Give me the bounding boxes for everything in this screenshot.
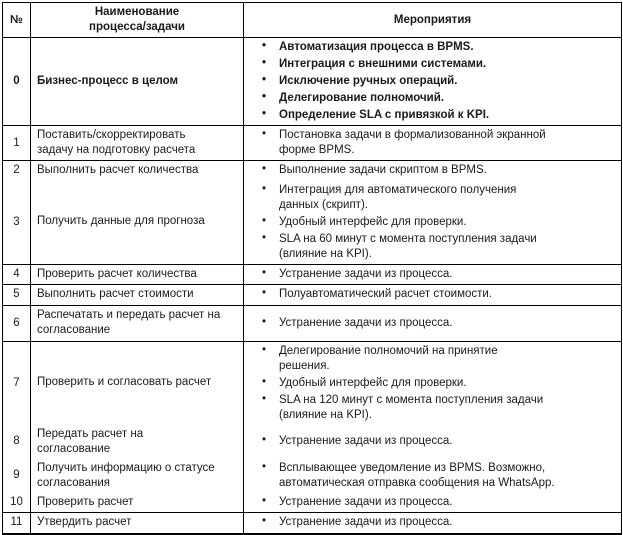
activities-list xyxy=(244,287,615,302)
activity-item: • Устранение задачи из процесса. xyxy=(244,515,615,530)
process-measures-table xyxy=(2,2,622,535)
task-name: Передать расчет на согласование xyxy=(37,427,144,455)
activity-item: • Удобный интерфейс для проверки. xyxy=(244,376,615,391)
row-number: 5 xyxy=(3,285,31,306)
activity-item: • Устранение задачи из процесса. xyxy=(244,495,615,510)
table-row xyxy=(3,425,622,459)
activity-item: • Удобный интерфейс для проверки. xyxy=(244,215,615,230)
row-number: 11 xyxy=(3,513,31,534)
header-activities-label: Мероприятия xyxy=(393,13,472,26)
table-row xyxy=(3,181,622,265)
task-name: Выполнить расчет количества xyxy=(37,164,199,176)
table-header-row xyxy=(3,3,622,38)
activity-item: • Выполнение задачи скриптом в BPMS. xyxy=(244,163,615,178)
row-number: 9 xyxy=(3,459,31,493)
table-row xyxy=(3,459,622,493)
activity-item: • Устранение задачи из процесса. xyxy=(244,316,615,331)
table-row xyxy=(3,264,622,285)
task-name: Проверить и согласовать расчет xyxy=(37,376,212,389)
row-number: 3 xyxy=(3,181,31,265)
activity-item: • Делегирование полномочий на принятие решения. xyxy=(244,344,524,374)
task-name: Утвердить расчет xyxy=(37,516,132,529)
task-name: Проверить расчет xyxy=(37,495,134,508)
task-name: Получить данные для прогноза xyxy=(37,215,205,228)
activity-item: • Полуавтоматический расчет стоимости. xyxy=(244,287,615,302)
row-number: 6 xyxy=(3,305,31,341)
activity-item: • SLA на 120 минут с момента поступления задачи (влияние на KPI). xyxy=(244,393,571,423)
row-number: 4 xyxy=(3,264,31,285)
activity-item: • Автоматизация процесса в BPMS. xyxy=(244,40,615,55)
activities-list xyxy=(244,344,615,423)
table-row xyxy=(3,493,622,513)
task-name: Бизнес-процесс в целом xyxy=(37,74,179,87)
activities-list xyxy=(244,515,615,530)
table-row xyxy=(3,38,622,126)
activities-list xyxy=(244,128,615,158)
activity-item: • Всплывающее уведомление из BPMS. Возможно, автоматическая отправка сообщения на WhatsApp. xyxy=(244,461,584,491)
row-number: 7 xyxy=(3,341,31,425)
task-name: Поставить/скорректировать задачу на подготовку расчета xyxy=(37,129,196,156)
row-number: 10 xyxy=(3,493,31,513)
table-row xyxy=(3,341,622,425)
task-name: Выполнить расчет стоимости xyxy=(37,288,194,301)
table-row xyxy=(3,126,622,161)
activity-item: • Исключение ручных операций. xyxy=(244,74,615,89)
activities-list xyxy=(244,183,615,262)
row-number: 1 xyxy=(3,126,31,161)
table-row xyxy=(3,513,622,534)
activities-list xyxy=(244,40,615,123)
row-number: 0 xyxy=(3,38,31,126)
header-task-label: Наименование процесса/задачи xyxy=(89,6,185,33)
header-cell-activities xyxy=(244,3,622,38)
task-name: Распечатать и передать расчет на согласование xyxy=(37,309,221,337)
activities-list xyxy=(244,461,615,491)
row-number: 8 xyxy=(3,425,31,459)
header-cell-number: № xyxy=(3,3,31,38)
activity-item: • Интеграция для автоматического получения данных (скрипт). xyxy=(244,183,547,213)
activity-item: • Определение SLA с привязкой к KPI. xyxy=(244,108,615,123)
table-row xyxy=(3,305,622,341)
activity-item: • Постановка задачи в формализованной экранной форме BPMS. xyxy=(244,128,579,158)
activity-item: • Интеграция с внешними системами. xyxy=(244,57,615,72)
activities-list xyxy=(244,267,615,282)
row-number: 2 xyxy=(3,161,31,181)
activities-list xyxy=(244,434,615,449)
activity-item: • Делегирование полномочий. xyxy=(244,91,615,106)
task-name: Проверить расчет количества xyxy=(37,267,197,280)
activities-list xyxy=(244,163,615,178)
table-row xyxy=(3,161,622,181)
table-row xyxy=(3,285,622,306)
activity-item: • SLA на 60 минут с момента поступления задачи (влияние на KPI). xyxy=(244,232,571,262)
activity-item: • Устранение задачи из процесса. xyxy=(244,434,615,449)
task-name: Получить информацию о статусе согласования xyxy=(37,461,215,489)
header-cell-task xyxy=(31,3,244,38)
activity-item: • Устранение задачи из процесса. xyxy=(244,267,615,282)
activities-list xyxy=(244,316,615,331)
activities-list xyxy=(244,495,615,510)
